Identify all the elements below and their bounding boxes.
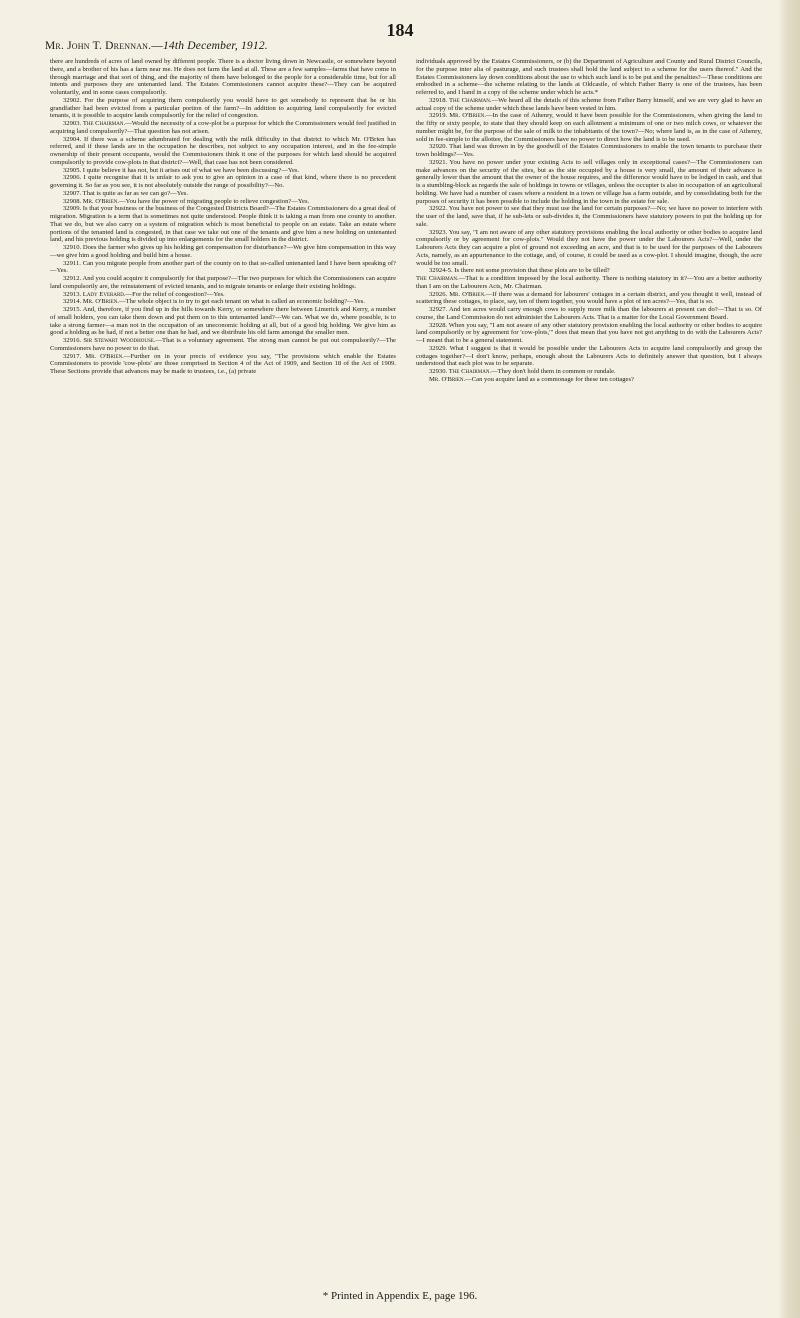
paragraph-text: 32902. For the purpose of acquiring them compulsorily you would have to get somebody to represent that he or his grandfather had been evicted from a particular portion of the farm?—In addition to acquiring land compulsorily for evicted tenants, it is possible to acquire lands compulsorily for the relief of congestion. [50,96,396,120]
text-columns [50,58,762,1290]
paragraph-text: 32921. You have no power under your existing Acts to sell villages only in exceptional cases?—The Commissioners can make advances on the security of the sites, but as the site occupied by a house is very small, the amount of their advance is generally lower than the amount that the owner of the house requires, and the difference would have to be lodged in cash, and that is a stumbling-block as regards the sale of holdings in towns or villages, unless the occupier is also in occupation of an agricultural holding. We have had a number of cases where a resident in a town or village has a farm outside, and by consolidating both for the purposes of security it has been possible to include the holding in the town in the estate for sale. [416,158,762,205]
paragraph-text: 32920. That land was thrown in by the goodwill of the Estates Commissioners to enable the town tenants to purchase their town holdings?—Yes. [416,143,762,158]
page-edge-shading [778,0,800,1318]
paragraph [50,260,396,276]
paragraph [416,306,762,322]
paragraph-text: 32923. You say, "I am not aware of any other statutory provisions enabling the local authority or other bodies to acquire land compulsorily or by agreement for cow-plots." Would they not have the power under the Labourers Acts?—Well, under the Labourers Acts they can acquire a plot of ground not exceeding an acre, and that is to be used for the purposes of the Labourers Acts, namely, as an appurtenance to the cottage, and, of course, it could be used as a cow-plot. I should imagine, though, the acre would be too small. [416,228,762,267]
paragraph [416,368,762,376]
paragraph [416,229,762,268]
question-number: 32914. [63,298,82,306]
paragraph [50,136,396,167]
paragraph [50,205,396,244]
paragraph-text: —They don't hold them in common or rundale. [491,368,616,375]
paragraph-text: 32927. And ten acres would carry enough cows to supply more milk than the labourers at present can do?—That is so. Of course, the Land Commission do not administer the Labourers Acts. That is a matter for the Local Government Board. [416,306,762,321]
paragraph-text: 32907. That is quite as far as we can go?—Yes. [63,189,189,197]
speaker-name: Sir Stewart Woodhouse. [83,337,156,344]
session-date: 14th December, 1912. [162,40,268,52]
speaker-name: Mr. O'Brien. [429,375,466,383]
paragraph [50,306,396,337]
question-number: 32917. [63,352,82,360]
paragraph [50,298,396,306]
footnote: * Printed in Appendix E, page 196. [322,1290,478,1302]
paragraph [416,275,762,291]
speaker-name: Mr. O'Brien. [449,112,486,120]
paragraph-text: —Further on in your precis of evidence you say, "The provisions which enable the Estates Commissioners to provide 'cow-plots' are those comprised in Section 4 of the Act of 1909, and Section 18 of the Act of 1909. These Sections provide that advances may be made to trustees, i.e., (a) private [50,352,396,375]
paragraph [416,376,762,384]
paragraph [50,174,396,190]
paragraph-text: —Can you acquire land as a commonage for these ten cottages? [465,375,634,383]
paragraph [50,167,396,175]
paragraph-text: —For the relief of congestion?—Yes. [125,290,225,298]
speaker-name: Lady Everard. [82,290,126,298]
question-number: 32926. [429,290,448,298]
paragraph-text: —The whole object is to try to get each tenant on what is called an economic holding?—Yes. [118,298,365,306]
page-number: 184 [386,20,414,40]
paragraph [416,143,762,159]
paragraph [50,353,396,376]
paragraph-text: there are hundreds of acres of land owned by different people. There is a doctor living down in Newcastle, or somewhere beyond there, and a brother of his has a farm near me. He does not farm the land at all. These are a few samples—farms that have come in through marriage and that sort of thing, and the majority of them have belonged to the people for a considerable time, but for all intents and purposes they are untenanted land. The Estates Commissioners cannot acquire these?—They can be acquired voluntarily, and in some cases compulsorily. [50,58,396,96]
speaker-name: Mr. O'Brien. [82,197,119,205]
running-head: Mr. John T. Drennan.—14th December, 1912. [45,40,268,52]
paragraph-text: —You have the power of migrating people to relieve congestion?—Yes. [118,197,310,205]
paragraph [416,159,762,206]
speaker-name: The Chairman. [449,96,492,104]
question-number: 32916. [63,337,82,344]
paragraph-text: 32929. What I suggest is that it would be possible under the Labourers Acts to acquire land compulsorily and group the cottages together?—I don't know, perhaps, enough about the Labourers Acts to definitely answer that question, but I always understood that each plot was to be separate. [416,344,762,368]
right-column [416,58,762,1290]
paragraph-text: —Would the necessity of a cow-plot be a purpose for which the Commissioners would feel justified in acquiring land compulsorily?—That question has not arisen. [50,120,396,135]
paragraph [50,198,396,206]
speaker-name: Mr. O'Brien. [82,298,119,306]
paragraph [50,337,396,353]
speaker-name: Mr. O'Brien. [85,352,124,360]
question-number: 32930. [429,368,448,375]
paragraph [50,97,396,120]
paragraph-text: 32909. Is that your business or the business of the Congested Districts Board?—The Estates Commissioners do a great deal of migration. Migration is a term that is sometimes not quite understood. People think it is taking a man from one county to another. That we do, but we also carry on a system of migration which is most beneficial to people on an estate. Take an estate where portions of the tenanted land is congested, in that case we take out one of the tenants and give him a new holding on untenanted land, and his previous holding is divided up into enlargements for the small holders in the district. [50,205,396,244]
speaker-name: The Chairman. [82,120,126,127]
paragraph [416,291,762,307]
paragraph-text: 32911. Can you migrate people from another part of the county on to that so-called untenanted land I have been speaking of?—Yes. [50,259,396,275]
paragraph-text: —That is a condition imposed by the local authority. There is nothing statutory in it?—You are a better authority than I am on the Labourers Acts, Mr. Chairman. [416,275,763,290]
paragraph [416,97,762,113]
paragraph [416,322,762,345]
witness-name: Mr. John T. Drennan. [45,40,152,52]
question-number: 32913. [63,290,82,298]
paragraph [50,244,396,260]
paragraph-text: 32904. If there was a scheme adumbrated for dealing with the milk difficulty in that district to which Mr. O'Brien has referred, and if these lands are in the occupation he describes, not subject to any occupation interest, and in the fee-simple ownership of their present occupants, would the Commissioners think it one of the purposes for which land should be acquired compulsorily to provide cow-plots in that district?—Well, that case has not been considered. [50,135,396,166]
speaker-name: The Chairman. [416,275,459,282]
paragraph-text: individuals approved by the Estates Commissioners, or (b) the Department of Agriculture and County and Rural District Councils, for the purpose inter alia of pasturage, and such trustees shall hold the land subject to a scheme for the users thereof." And the Estates Commissioners lay down conditions about the use to which such land is to be put and the penalties?—These conditions are embodied in a scheme—the scheme relating to the lands at Oldcastle, of which Father Barry is one of the trustees, has been referred to, and I hand in a copy of the scheme under which he acts.* [416,58,762,96]
paragraph-text: 32905. I quite believe it has not, but it arises out of what we have been discussing?—Yes. [63,166,300,174]
paragraph-text: 32906. I quite recognise that it is unfair to ask you to give an opinion in a case of that kind, where there is no precedent governing it. So far as you see, it is not absolutely outside the range of possibility?—No. [50,174,396,189]
paragraph [50,190,396,198]
paragraph [416,205,762,228]
question-number: 32919. [429,112,448,120]
paragraph [50,275,396,291]
paragraph-text: 32922. You have not power to see that they must use the land for certain purposes?—No; we have no power to interfere with the user of the land, save that, if he sub-lets or sub-divides it, the Commissioners have statutory powers to put the holding up for sale. [416,205,762,228]
paragraph [416,345,762,368]
speaker-name: Mr. O'Brien. [449,290,486,298]
paragraph-text: 32910. Does the farmer who gives up his holding get compensation for disturbance?—We give him compensation in this way—we give him a good holding and build him a house. [50,244,396,259]
question-number: 32908. [63,197,82,205]
paragraph-text: —We heard all the details of this scheme from Father Barry himself, and we are very glad to have an actual copy of the scheme under which these lands have been vested in him. [416,96,762,112]
question-number: 32903. [63,120,82,127]
question-number: 32918. [429,96,448,104]
paragraph [50,291,396,299]
speaker-name: The Chairman. [448,368,492,375]
paragraph-text: —If there was a demand for labourers' cottages in a certain district, and you thought it well, instead of scattering these cottages, to place, say, ten of them together, you would have a plot of ten acres?—Yes, that is so. [416,290,763,306]
paragraph-text: —That is a voluntary agreement. The strong man cannot be put out compulsorily?—The Commissioners have no power to do that. [50,337,396,352]
paragraph [416,112,762,143]
paragraph [50,58,396,97]
paragraph-text: 32915. And, therefore, if you find up in the hills towards Kerry, or somewhere there between Limerick and Kerry, a number of small holders, you can take them down and put them on to this untenanted land?—We can. What we do, where possible, is to take a strong farmer—a man not in the occupation of an uneconomic holding at all, but of a good big holding. We give him as good a holding as he had, if not a better one than he had, and we distribute his old farm amongst the smaller men. [50,306,396,337]
paragraph [416,267,762,275]
paragraph [416,58,762,97]
paragraph-text: —In the case of Athenry, would it have been possible for the Commissioners, when giving the land to the fifty or sixty people, to state that they should keep on each allotment a minimum of one or two milch cows, or whatever the number might be, for the purpose of the sale of milk to the inhabitants of the town?—No; where land is, as in the case of Athenry, sold in fee-simple to the allottee, the Commissioners have no power to direct how the land is to be used. [416,112,763,143]
paragraph-text: 32924-5. Is there not some provision that these plots are to be tilled? [429,267,610,275]
paragraph [50,120,396,136]
left-column [50,58,396,1290]
paragraph-text: 32912. And you could acquire it compulsorily for that purpose?—The two purposes for which the Commissioners can acquire land compulsorily are, the reinstatement of evicted tenants, and to migrate tenants or enlarge their existing holdings. [50,275,396,290]
paragraph-text: 32928. When you say, "I am not aware of any other statutory provision enabling the local authority or other bodies to acquire land compulsorily or by agreement for 'cow-plots,'" does that mean that you have not got anything to do with the Labourers Acts?—I meant that to be a general statement. [416,321,762,344]
